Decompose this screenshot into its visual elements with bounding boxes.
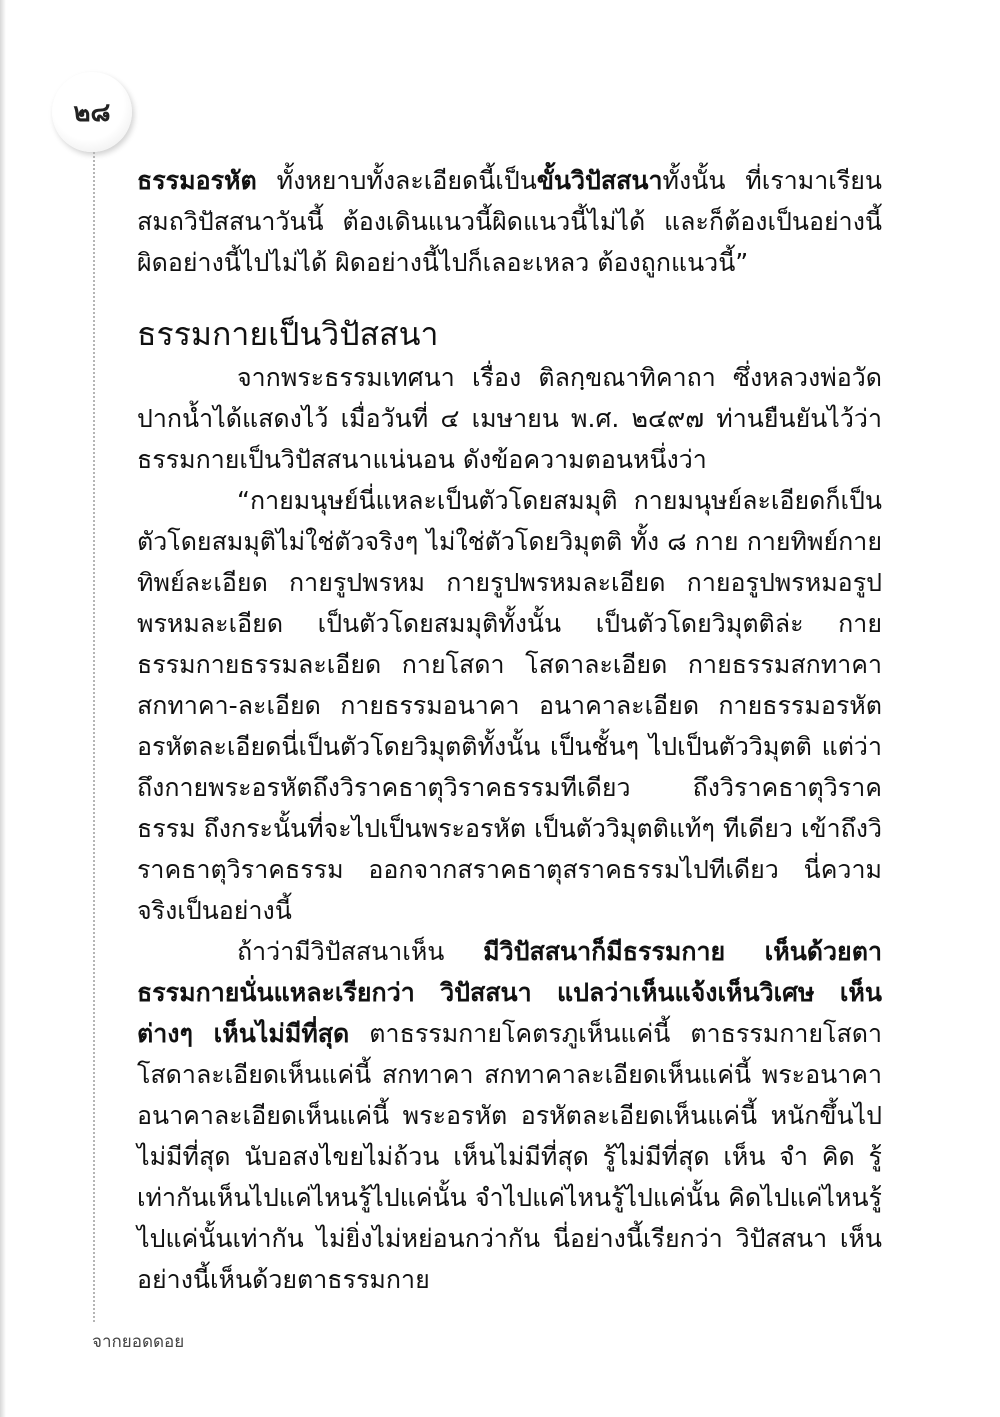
paragraph-4 xyxy=(137,931,882,1300)
paragraph-2: จากพระธรรมเทศนา เรื่อง ติลกฺขณาทิคาถา ซึ่งหลวงพ่อวัดปากน้ำได้แสดงไว้ เมื่อวันที่ ๔ เมษายน พ.ศ. ๒๔๙๗ ท่านยืนยันไว้ว่าธรรมกายเป็นวิปัสสนาแน่นอน ดังข้อความตอนหนึ่งว่า xyxy=(137,363,882,474)
page-edge-shadow xyxy=(0,0,6,1417)
bold-term: ธรรมอรหัต xyxy=(137,166,257,195)
bold-term: ขั้นวิปัสสนา xyxy=(536,166,663,195)
page-body xyxy=(137,160,882,1300)
dotted-margin-rule xyxy=(93,152,95,1322)
text-run: ทั้งหยาบทั้งละเอียดนี้เป็น xyxy=(256,166,537,195)
text-run: ตาธรรมกายโคตรภูเห็นแค่นี้ ตาธรรมกายโสดาโสดาละเอียดเห็นแค่นี้ สกทาคา สกทาคาละเอียดเห็นแค่นี้ พระอนาคาอนาคาละเอียดเห็นแค่นี้ พระอรหัต อรหัตละเอียดเห็นแค่นี้ หนักขึ้นไปไม่มีที่สุด นับอสงไขยไม่ถ้วน เห็นไม่มีที่สุด รู้ไม่มีที่สุด เห็น จำ คิด รู้ เท่ากันเห็นไปแค่ไหนรู้ไปแค่นั้น จำไปแค่ไหนรู้ไปแค่นั้น คิดไปแค่ไหนรู้ไปแค่นั้นเท่ากัน ไม่ยิ่งไม่หย่อนกว่ากัน นี่อย่างนี้เรียกว่า วิปัสสนา เห็นอย่างนี้เห็นด้วยตาธรรมกาย xyxy=(137,1019,882,1294)
text-run: ทั้งนั้น ที่เรามาเรียนสมถวิปัสสนาวันนี้ ต้องเดินแนวนี้ผิดแนวนี้ไม่ได้ และก็ต้องเป็นอย่างนี้ ผิดอย่างนี้ไปไม่ได้ ผิดอย่างนี้ไปก็เลอะเหลว ต้องถูกแนวนี้” xyxy=(137,166,882,277)
paragraph-1 xyxy=(137,160,882,283)
page-number: ๒๘ xyxy=(73,98,111,128)
text-run: ถ้าว่ามีวิปัสสนาเห็น xyxy=(237,937,484,966)
paragraph-3: “กายมนุษย์นี่แหละเป็นตัวโดยสมมุติ กายมนุษย์ละเอียดก็เป็นตัวโดยสมมุติไม่ใช่ตัวจริงๆ ไม่ใช่ตัวโดยวิมุตติ ทั้ง ๘ กาย กายทิพย์กายทิพย์ละเอียด กายรูปพรหม กายรูปพรหมละเอียด กายอรูปพรหมอรูปพรหมละเอียด เป็นตัวโดยสมมุติทั้งนั้น เป็นตัวโดยวิมุตติล่ะ กายธรรมกายธรรมละเอียด กายโสดา โสดาละเอียด กายธรรมสกทาคา สกทาคา-ละเอียด กายธรรมอนาคา อนาคาละเอียด กายธรรมอรหัต อรหัตละเอียดนี่เป็นตัวโดยวิมุตติทั้งนั้น เป็นชั้นๆ ไปเป็นตัววิมุตติ แต่ว่าถึงกายพระอรหัตถึงวิราคธาตุวิราคธรรมทีเดียว ถึงวิราคธาตุวิราคธรรม ถึงกระนั้นที่จะไปเป็นพระอรหัต เป็นตัววิมุตติแท้ๆ ทีเดียว เข้าถึงวิราคธาตุวิราคธรรม ออกจากสราคธาตุสราคธรรมไปทีเดียว นี่ความจริงเป็นอย่างนี้ xyxy=(137,486,882,925)
bold-passage: มีวิปัสสนาก็มีธรรมกาย เห็นด้วยตาธรรมกายนั่นแหละเรียกว่า วิปัสสนา แปลว่าเห็นแจ้งเห็นวิเศษ เห็นต่างๆ เห็นไม่มีที่สุด xyxy=(137,937,882,1048)
footer-book-title: จากยอดดอย xyxy=(92,1332,185,1352)
section-heading: ธรรมกายเป็นวิปัสสนา xyxy=(137,315,439,353)
